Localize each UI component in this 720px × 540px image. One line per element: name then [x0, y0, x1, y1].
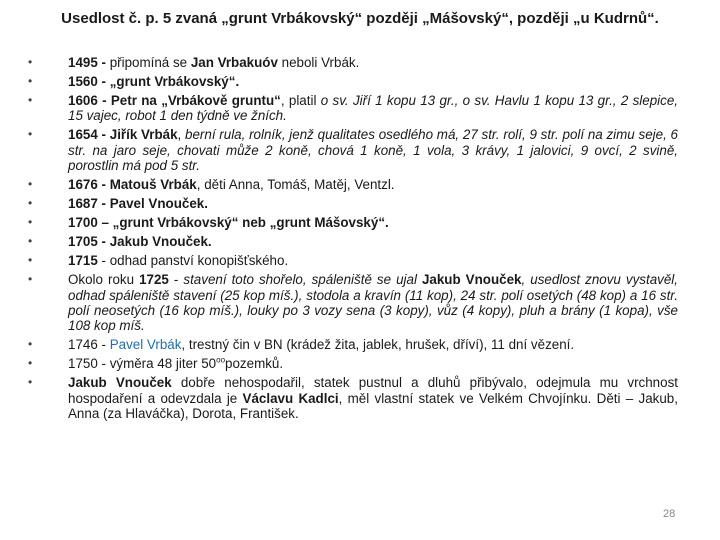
list-item-text: připomíná se: [109, 55, 191, 70]
list-item-text: - odhad panství konopišťského.: [97, 253, 289, 269]
list-item-text: 1700 – „grunt Vrbákovský“ neb „grunt Mášovský“.: [68, 215, 389, 231]
bullet-icon: •: [28, 93, 33, 107]
list-item: [24, 196, 678, 211]
bullet-icon: •: [28, 127, 33, 142]
list-item: [24, 356, 678, 371]
list-item: [24, 234, 678, 249]
bullet-icon: •: [28, 272, 33, 287]
list-item-text: 1654 - Jiřík Vrbák: [68, 127, 178, 143]
bullet-icon: •: [28, 55, 33, 69]
bullet-icon: •: [28, 375, 33, 390]
list-item-text: Jakub Vnouček: [68, 375, 172, 391]
list-item: [24, 74, 678, 89]
list-item-text: pozemků.: [225, 356, 284, 372]
page-number: 28: [663, 508, 676, 520]
list-item-text: oo: [216, 355, 226, 365]
bullet-icon: •: [28, 74, 33, 88]
list-item: [24, 253, 678, 268]
list-item-text: 1560 - „grunt Vrbákovský“.: [68, 74, 240, 89]
list-item-text: 1495 -: [68, 55, 110, 70]
slide-title: Usedlost č. p. 5 zvaná „grunt Vrbákovský“ později „Mášovský“, později „u Kudrnů“.: [61, 10, 659, 27]
list-item-text: 1725: [139, 272, 169, 288]
list-item-text: 1606 - Petr na „Vrbákově gruntu“: [68, 93, 281, 108]
list-item-text: o sv. Jiří 1 kopu 13 gr., o sv. Havlu 1 kopu 13 gr., 2 slepice, 15 vajec, robot 1 den týdně ve žních.: [68, 93, 679, 124]
list-item-text: Jakub Vnouček: [421, 272, 522, 288]
list-item: [24, 375, 678, 421]
list-item-text: , trestný čin v BN (krádež žita, jablek, hrušek, dříví), 11 dní vězení.: [181, 337, 575, 353]
list-item: [24, 55, 678, 70]
list-item: [24, 337, 678, 352]
list-item: [24, 93, 678, 124]
list-item-text: , usedlost znovu vystavěl, odhad spáleniště stavení (25 kop míš.), stodola a kravín (11 kop), 24 str. polí osetých (48 kop) a 16 str. polí neosetých (16 kop míš.), louky po 3 vozy sena (3 kopy), vůz (4 kopy), pluh a brány (1 kopa), vše 108 kop míš.: [68, 272, 678, 334]
list-item-text: , děti Anna, Tomáš, Matěj, Ventzl.: [196, 177, 395, 193]
list-item-text: 1676 - Matouš Vrbák: [68, 177, 197, 193]
bullet-icon: •: [28, 253, 33, 268]
list-item-text: 1746 -: [68, 337, 110, 353]
list-item-text: Okolo roku: [68, 272, 140, 288]
bullet-icon: •: [28, 337, 33, 352]
list-item: [24, 215, 678, 230]
bullet-icon: •: [28, 356, 33, 371]
bullet-icon: •: [28, 196, 33, 211]
bullet-icon: •: [28, 215, 33, 230]
list-item-text: 1715: [68, 253, 98, 269]
bullet-icon: •: [28, 234, 33, 249]
list-item-text: ,: [177, 127, 186, 143]
list-item-text: berní rula, rolník, jenž qualitates osedlého má, 27 str. rolí, 9 str. polí na zimu seje, 6 str. na jaro seje, chovati může 2 koně, chová 1 koně, 1 vola, 3 krávy, 1 jalovici, 9 ovcí, 2 svině, porostlin má pod 5 str.: [68, 127, 678, 174]
list-item-text: 1687 - Pavel Vnouček.: [68, 196, 208, 212]
list-item-text: Václavu Kadlci: [242, 390, 339, 406]
list-item-text: Jan Vrbakuóv: [190, 55, 278, 70]
list-item-text: dobře nehospodařil, statek pustnul a dluhů přibývalo, odejmula mu vrchnost hospodaření a odevzdala je: [68, 375, 678, 406]
list-item-text: 1750 - výměra 48 jiter 50: [68, 356, 217, 372]
list-item-text: stavení toto shořelo, spáleniště se ujal: [183, 272, 422, 288]
list-item-text: , platil: [280, 93, 321, 108]
list-item-text: neboli Vrbák.: [277, 55, 360, 70]
list-item-text: Pavel Vrbák: [109, 337, 182, 353]
list-item: [24, 177, 678, 192]
list-item: [24, 127, 678, 173]
list-item-text: , měl vlastní statek ve Velkém Chvojínku. Děti – Jakub, Anna (za Hlaváčka), Dorota, František.: [68, 390, 678, 422]
list-item: [24, 272, 678, 334]
bullet-list: [24, 55, 678, 425]
list-item-text: -: [168, 272, 184, 288]
bullet-icon: •: [28, 177, 33, 192]
list-item-text: 1705 - Jakub Vnouček.: [68, 234, 212, 250]
